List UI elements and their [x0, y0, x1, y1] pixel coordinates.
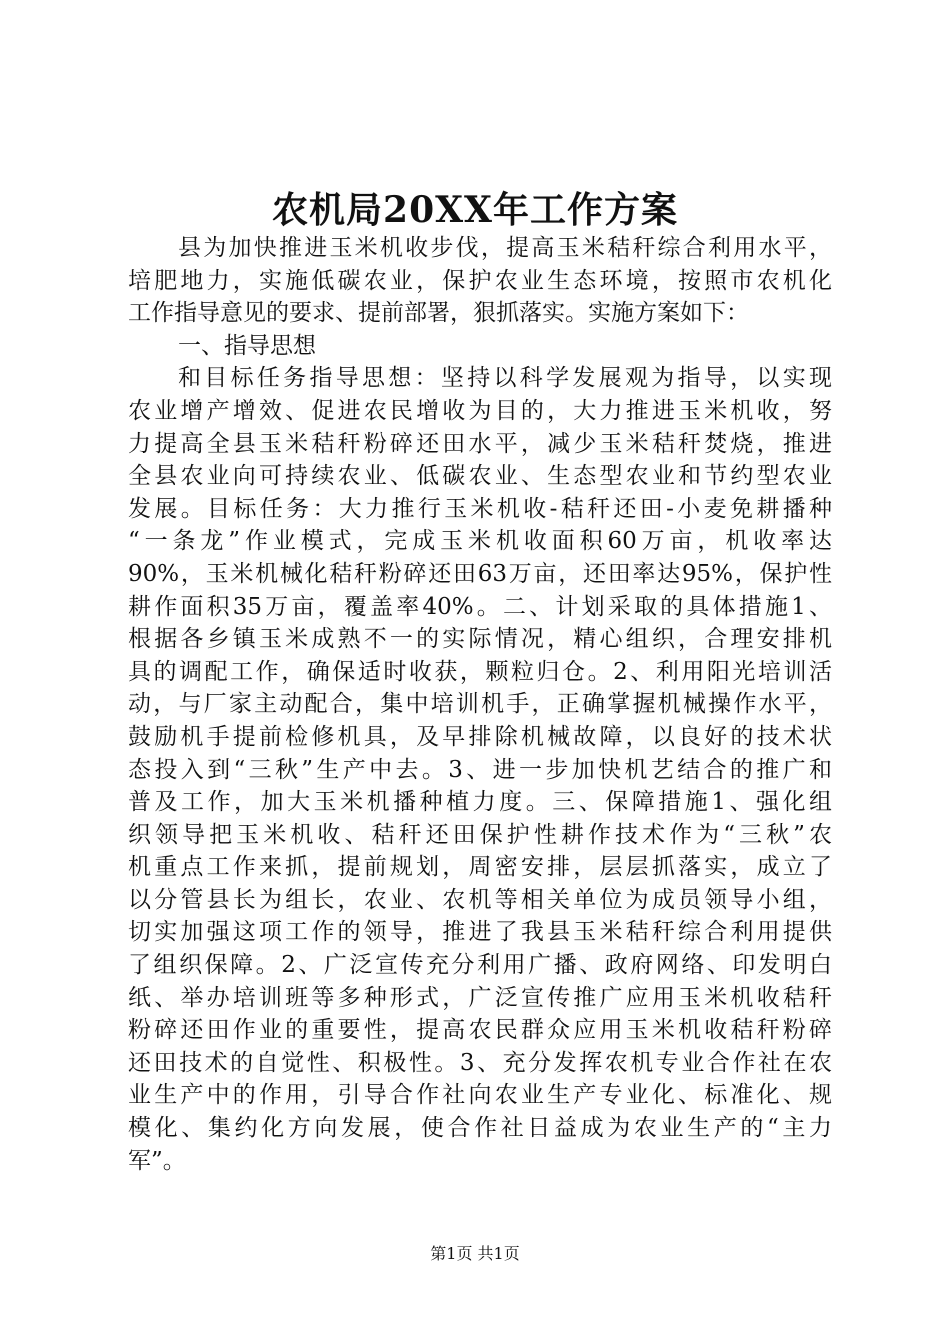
document-title: 农机局20XX年工作方案	[272, 189, 678, 231]
body-line: 鼓励机手提前检修机具，及早排除机械故障，以良好的技术状	[128, 723, 832, 750]
body-line: 粉碎还田作业的重要性，提高农民群众应用玉米机收秸秆粉碎	[128, 1017, 832, 1044]
body-line: 业生产中的作用，引导合作社向农业生产专业化、标准化、规	[128, 1082, 832, 1109]
body-line: 模化、集约化方向发展，使合作社日益成为农业生产的“主力	[128, 1115, 832, 1142]
body-line: 切实加强这项工作的领导，推进了我县玉米秸秆综合利用提供	[128, 919, 832, 946]
body-line: 纸、举办培训班等多种形式，广泛宣传推广应用玉米机收秸秆	[128, 984, 832, 1011]
body-line: 和目标任务指导思想：坚持以科学发展观为指导，以实现	[178, 365, 832, 392]
body-line: 农业增产增效、促进农民增收为目的，大力推进玉米机收，努	[128, 397, 832, 424]
body-line: 了组织保障。2、广泛宣传充分利用广播、政府网络、印发明白	[128, 952, 832, 979]
body-line: 态投入到“三秋”生产中去。3、进一步加快机艺结合的推广和	[128, 756, 832, 783]
body-line: 还田技术的自觉性、积极性。3、充分发挥农机专业合作社在农	[128, 1049, 832, 1076]
body-line: 织领导把玉米机收、秸秆还田保护性耕作技术作为“三秋”农	[128, 821, 832, 848]
body-line: 全县农业向可持续农业、低碳农业、生态型农业和节约型农业	[128, 463, 832, 490]
body-line: 以分管县长为组长，农业、农机等相关单位为成员领导小组，	[128, 886, 832, 913]
body-line: 根据各乡镇玉米成熟不一的实际情况，精心组织，合理安排机	[128, 626, 832, 653]
body-line: 耕作面积35万亩，覆盖率40%。二、计划采取的具体措施1、	[128, 593, 832, 620]
body-line: 具的调配工作，确保适时收获，颗粒归仓。2、利用阳光培训活	[128, 658, 832, 685]
body-line: 发展。目标任务：大力推行玉米机收-秸秆还田-小麦免耕播种	[128, 495, 832, 522]
body-line: 力提高全县玉米秸秆粉碎还田水平，减少玉米秸秆焚烧，推进	[128, 430, 832, 457]
section-heading: 一、指导思想	[178, 332, 316, 359]
body-line: 机重点工作来抓，提前规划，周密安排，层层抓落实，成立了	[128, 854, 832, 881]
document-body	[128, 232, 832, 1177]
body-line: 普及工作，加大玉米机播种植力度。三、保障措施1、强化组	[128, 789, 832, 816]
body-line: “一条龙”作业模式，完成玉米机收面积60万亩，机收率达	[128, 528, 832, 555]
body-line: 培肥地力，实施低碳农业，保护农业生态环境，按照市农机化	[128, 267, 832, 294]
body-line: 工作指导意见的要求、提前部署，狠抓落实。实施方案如下：	[128, 300, 749, 327]
page-footer: 第1页 共1页	[430, 1244, 520, 1263]
body-line: 90%，玉米机械化秸秆粉碎还田63万亩，还田率达95%，保护性	[128, 560, 832, 587]
body-line: 动，与厂家主动配合，集中培训机手，正确掌握机械操作水平，	[128, 691, 832, 718]
body-line: 军”。	[128, 1147, 186, 1174]
body-line: 县为加快推进玉米机收步伐，提高玉米秸秆综合利用水平，	[178, 235, 832, 261]
